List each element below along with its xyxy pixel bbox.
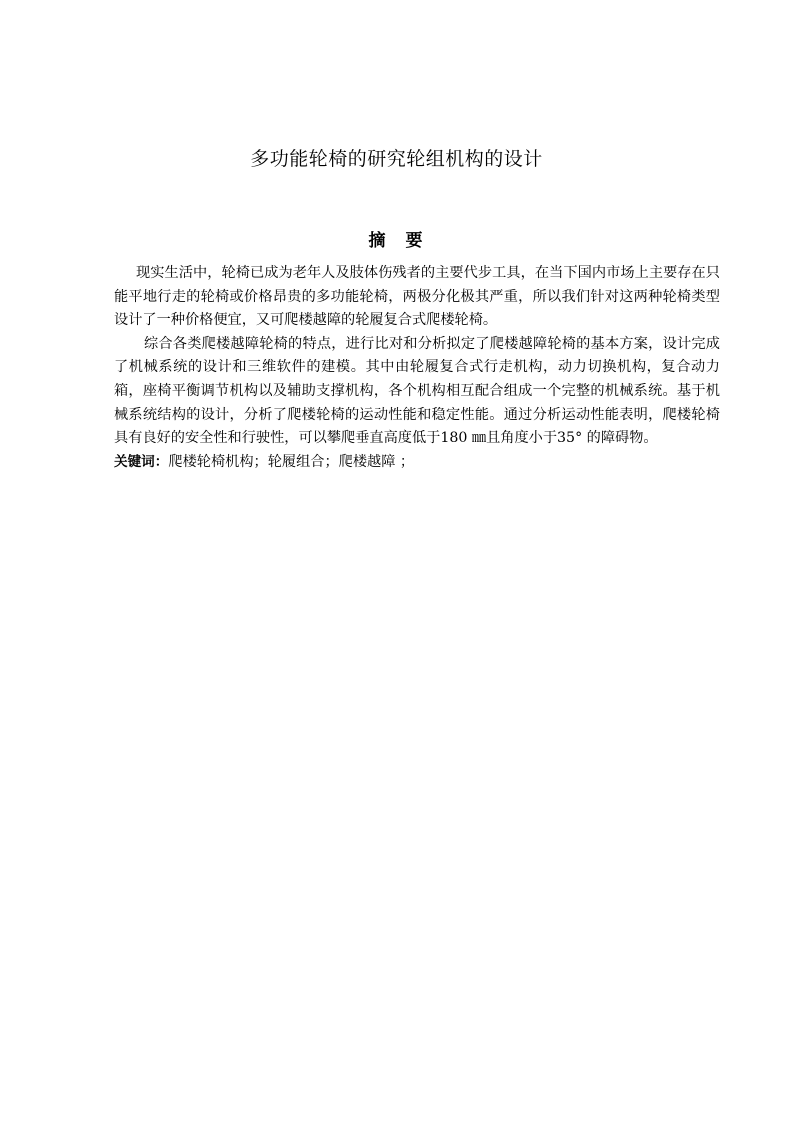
- abstract-heading-char-2: 要: [405, 231, 425, 251]
- keywords-value: 爬楼轮椅机构；轮履组合；爬楼越障 ；: [168, 453, 415, 470]
- keywords-label: 关键词：: [114, 453, 169, 470]
- abstract-heading: [0, 228, 793, 254]
- abstract-body: [114, 262, 720, 474]
- abstract-heading-char-1: 摘: [368, 231, 388, 251]
- document-title: 多功能轮椅的研究轮组机构的设计: [250, 148, 543, 170]
- keywords-line: [114, 451, 720, 475]
- abstract-paragraph-2: 综合各类爬楼越障轮椅的特点，进行比对和分析拟定了爬楼越障轮椅的基本方案，设计完成了机械系统的设计和三维软件的建模。其中由轮履复合式行走机构，动力切换机构，复合动力箱，座椅平衡调节机构以及辅助支撑机构，各个机构相互配合组成一个完整的机械系统。基于机械系统结构的设计，分析了爬楼轮椅的运动性能和稳定性能。通过分析运动性能表明，爬楼轮椅具有良好的安全性和行驶性，可以攀爬垂直高度低于180 ㎜且角度小于35° 的障碍物。: [114, 335, 720, 447]
- abstract-paragraph-1: 现实生活中，轮椅已成为老年人及肢体伤残者的主要代步工具，在当下国内市场上主要存在只能平地行走的轮椅或价格昂贵的多功能轮椅，两极分化极其严重，所以我们针对这两种轮椅类型设计了一种价格便宜，又可爬楼越障的轮履复合式爬楼轮椅。: [114, 265, 720, 329]
